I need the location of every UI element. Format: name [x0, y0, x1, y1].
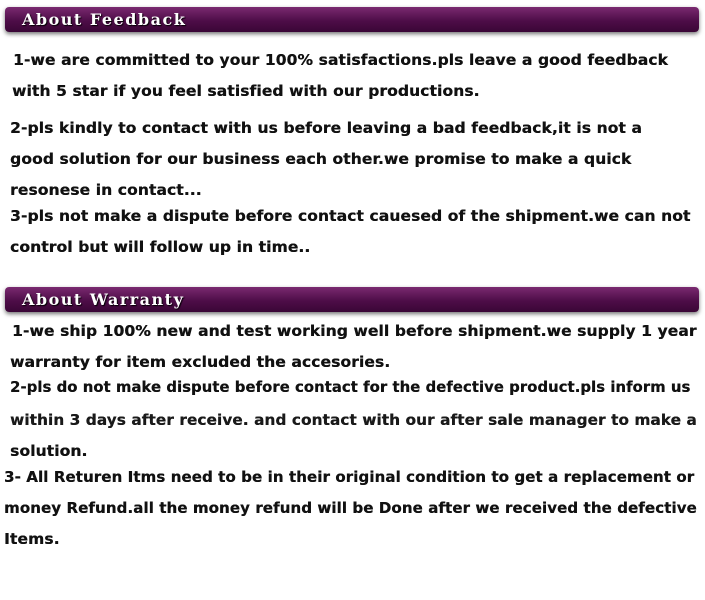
warranty-line-3: 2-pls do not make dispute before contact for the defective product.pls inform us: [10, 379, 691, 396]
warranty-line-6: 3- All Returen Itms need to be in their original condition to get a replacement or: [4, 468, 695, 486]
warranty-line-5: solution.: [10, 442, 88, 460]
warranty-line-7: money Refund.all the money refund will be Done after we received the defective: [4, 499, 697, 517]
warranty-line-1: 1-we ship 100% new and test working well before shipment.we supply 1 year: [12, 322, 697, 340]
feedback-line-4: good solution for our business each other.we promise to make a quick: [10, 150, 632, 168]
feedback-header-banner: [5, 7, 699, 32]
feedback-line-2: with 5 star if you feel satisfied with our productions.: [12, 82, 480, 100]
warranty-line-2: warranty for item excluded the accesories.: [10, 353, 391, 371]
warranty-section-title: About Warranty: [22, 290, 185, 309]
warranty-line-4: within 3 days after receive. and contact with our after sale manager to make a: [10, 411, 697, 429]
feedback-line-3: 2-pls kindly to contact with us before leaving a bad feedback,it is not a: [10, 119, 642, 137]
feedback-section-title: About Feedback: [22, 10, 187, 29]
feedback-line-6: 3-pls not make a dispute before contact cauesed of the shipment.we can not: [10, 207, 691, 225]
feedback-line-5: resonese in contact...: [10, 181, 202, 199]
warranty-header-banner: [5, 287, 699, 312]
feedback-line-7: control but will follow up in time..: [10, 238, 311, 256]
warranty-line-8: Items.: [4, 530, 60, 548]
feedback-line-1: 1-we are committed to your 100% satisfactions.pls leave a good feedback: [13, 51, 668, 69]
